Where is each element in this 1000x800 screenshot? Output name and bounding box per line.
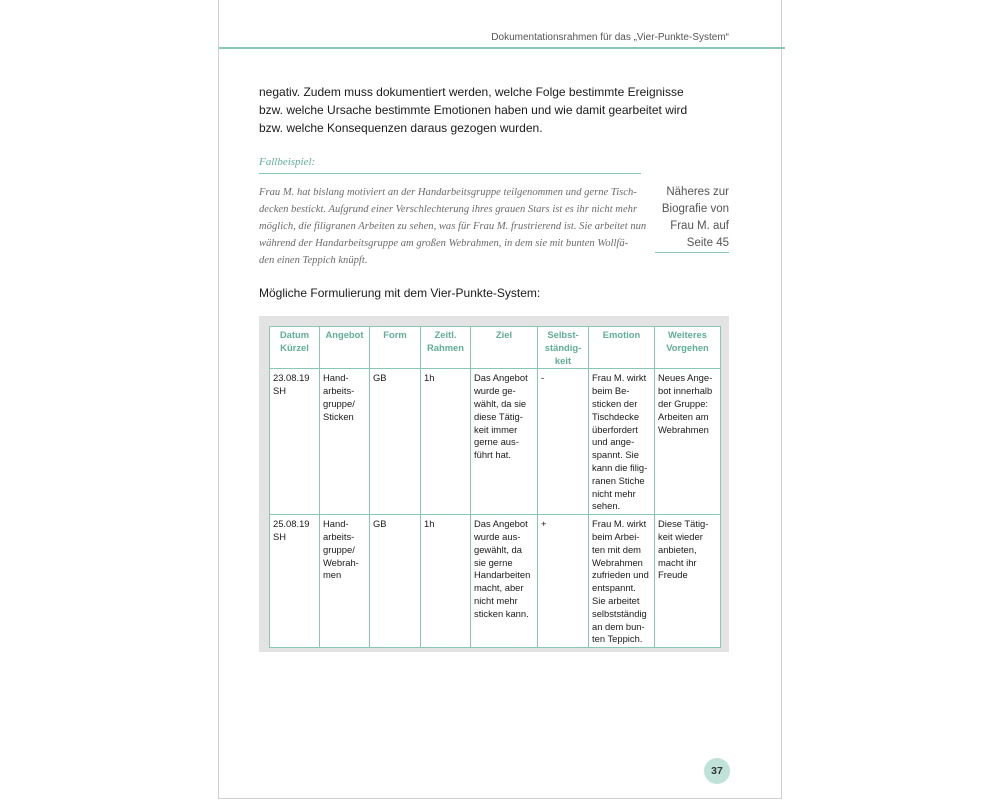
table-cell: Das Angebot wurde ge- wählt, da sie diese Tätig- keit immer gerne aus- führt hat. xyxy=(471,369,538,515)
header-cell: Selbst- ständig- keit xyxy=(538,327,589,369)
table-cell: 25.08.19 SH xyxy=(270,515,320,648)
table-header-row xyxy=(270,327,721,369)
margin-note-line: Näheres zur xyxy=(666,186,729,198)
body-paragraph xyxy=(259,83,688,137)
table-row xyxy=(270,515,721,648)
table-cell: Neues Ange- bot innerhalb der Gruppe: Arbeiten am Webrahmen xyxy=(655,369,721,515)
case-line: Frau M. hat bislang motiviert an der Handarbeitsgruppe teilgenommen und gerne Tisch- xyxy=(259,187,637,198)
margin-note-line: Biografie von xyxy=(661,203,729,215)
margin-note-line: Frau M. auf xyxy=(670,220,729,232)
case-example-text xyxy=(259,184,647,269)
table-cell: + xyxy=(538,515,589,648)
header-rule xyxy=(219,47,785,49)
table-cell: 1h xyxy=(421,369,471,515)
header-cell: Zeitl. Rahmen xyxy=(421,327,471,369)
documentation-table xyxy=(269,326,721,648)
table-row xyxy=(270,369,721,515)
header-cell: Weiteres Vorgehen xyxy=(655,327,721,369)
margin-note-line: Seite 45 xyxy=(686,237,729,249)
header-cell: Ziel xyxy=(471,327,538,369)
table-cell: Frau M. wirkt beim Arbei- ten mit dem Webrahmen zufrieden und entspannt. Sie arbeitet selbstständig an dem bun- ten Teppich. xyxy=(589,515,655,648)
table-cell: Hand- arbeits- gruppe/ Webrah- men xyxy=(320,515,370,648)
running-header: Dokumentationsrahmen für das „Vier-Punkte-System“ xyxy=(491,32,729,43)
margin-note xyxy=(657,184,729,252)
table-cell: 23.08.19 SH xyxy=(270,369,320,515)
table-cell: Frau M. wirkt beim Be- sticken der Tischdecke überfordert und ange- spannt. Sie kann die filig- ranen Stiche nicht mehr sehen. xyxy=(589,369,655,515)
case-example-label: Fallbeispiel: xyxy=(259,156,316,168)
case-line: den einen Teppich knüpft. xyxy=(259,255,368,266)
table-cell: Hand- arbeits- gruppe/ Sticken xyxy=(320,369,370,515)
case-example-rule xyxy=(259,173,641,174)
paragraph-line: bzw. welche Ursache bestimmte Emotionen haben und wie damit gearbeitet wird xyxy=(259,103,688,117)
table-cell: GB xyxy=(370,369,421,515)
table-cell: GB xyxy=(370,515,421,648)
table-frame xyxy=(259,316,729,652)
header-cell: Form xyxy=(370,327,421,369)
header-cell: Emotion xyxy=(589,327,655,369)
margin-note-rule xyxy=(655,252,729,253)
table-cell: 1h xyxy=(421,515,471,648)
header-cell: Datum Kürzel xyxy=(270,327,320,369)
paragraph-line: bzw. welche Konsequenzen daraus gezogen wurden. xyxy=(259,121,543,135)
table-cell: - xyxy=(538,369,589,515)
case-line: während der Handarbeitsgruppe am großen Webrahmen, in dem sie mit bunten Wollfä- xyxy=(259,238,629,249)
book-page xyxy=(218,0,782,799)
table-intro: Mögliche Formulierung mit dem Vier-Punkte-System: xyxy=(259,286,541,300)
case-line: möglich, die filigranen Arbeiten zu sehen, was für Frau M. frustrierend ist. Sie arbeitet nun xyxy=(259,221,647,232)
header-cell: Angebot xyxy=(320,327,370,369)
table-cell: Diese Tätig- keit wieder anbieten, macht ihr Freude xyxy=(655,515,721,648)
page-number-badge: 37 xyxy=(704,758,730,784)
paragraph-line: negativ. Zudem muss dokumentiert werden, welche Folge bestimmte Ereignisse xyxy=(259,85,684,99)
table-cell: Das Angebot wurde aus- gewählt, da sie gerne Handarbeiten macht, aber nicht mehr sticken kann. xyxy=(471,515,538,648)
case-line: decken bestickt. Aufgrund einer Verschlechterung ihres grauen Stars ist es ihr nicht mehr xyxy=(259,204,638,215)
